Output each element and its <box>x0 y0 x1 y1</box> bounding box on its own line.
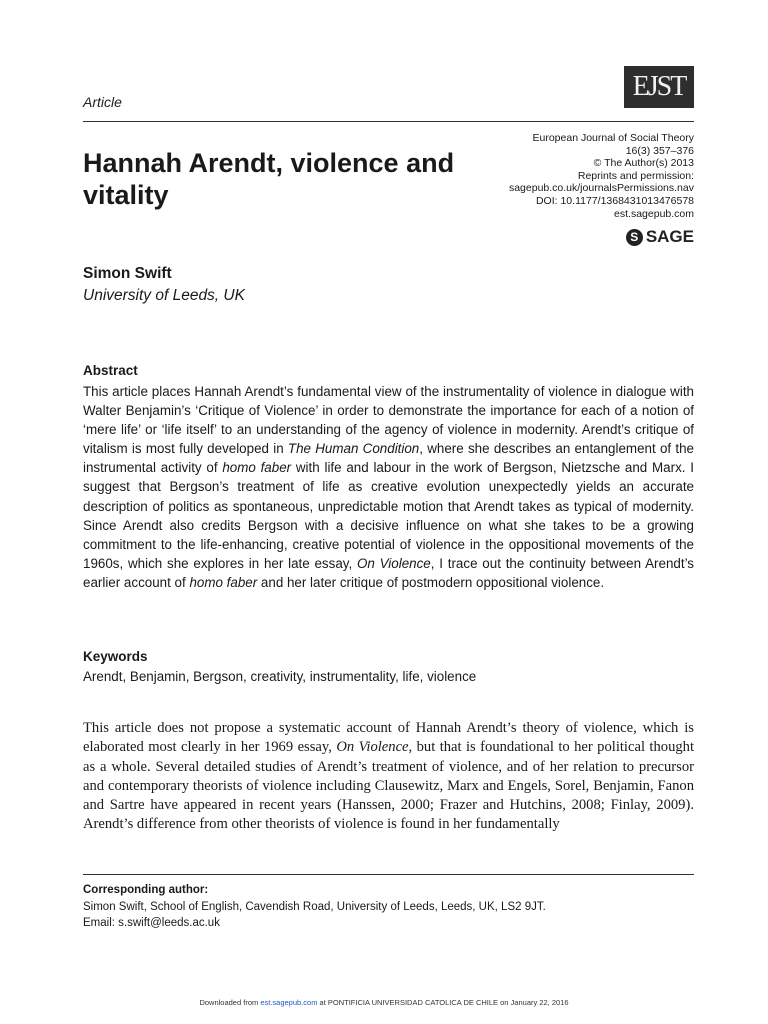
abstract-text-part: with life and labour in the work of Bergson, Nietzsche and Marx. I suggest that Bergson’s treatment of life as creative evolution unexpectedly yields an accurate description of politics as spontaneous, unpredictable motion that Arendt takes as typical of modernity. Since Arendt also credits Bergson with a decisive influence on what she takes to be a growing commitment to the life-enhancing, creative potential of violence in the oppositional movements of the 1960s, which she explores in her late essay, <box>83 460 694 571</box>
abstract-text-part: , where she describes an entanglement of the instrumental activity of <box>83 441 694 476</box>
abstract-text <box>83 382 694 592</box>
article-title: Hannah Arendt, violence and vitality <box>83 148 455 210</box>
sage-logo <box>626 227 694 247</box>
abstract-italic-title: On Violence <box>356 555 431 571</box>
abstract-text-part: , I trace out the continuity between Arendt’s earlier account of <box>83 555 694 590</box>
author-affiliation: University of Leeds, UK <box>83 287 245 304</box>
journal-logo: EJST <box>624 66 694 108</box>
footnote-divider <box>83 874 694 875</box>
header-divider <box>83 121 694 122</box>
download-notice-prefix: Downloaded from <box>199 998 261 1007</box>
sage-logo-text: SAGE <box>645 227 694 246</box>
abstract-italic-term: homo faber <box>189 574 258 590</box>
reprints-label: Reprints and permission: <box>577 169 694 182</box>
download-notice <box>0 998 768 1007</box>
article-type-label: Article <box>83 94 122 110</box>
permissions-link[interactable]: sagepub.co.uk/journalsPermissions.nav <box>508 182 694 195</box>
sage-mark-icon <box>626 229 643 246</box>
corresponding-author-heading: Corresponding author: <box>83 884 209 896</box>
abstract-heading: Abstract <box>83 363 138 378</box>
abstract-text-part: and her later critique of postmodern oppositional violence. <box>257 574 605 590</box>
journal-volume: 16(3) 357–376 <box>625 144 694 157</box>
author-name: Simon Swift <box>83 265 172 282</box>
journal-metadata <box>434 132 694 220</box>
keywords-heading: Keywords <box>83 649 148 664</box>
abstract-text-part: This article places Hannah Arendt’s fundamental view of the instrumentality of violence in dialogue with Walter Benjamin’s ‘Critique of Violence’ in order to demonstrate the importance for each of a notion of ‘mere life’ or ‘life itself’ to an understanding of the agency of violence in modernity. Arendt’s critique of vitalism is most fully developed in <box>83 384 694 457</box>
body-text-part: , but that is foundational to her political thought as a whole. Several detailed studies of Arendt’s treatment of violence, and of her relation to precursor and contemporary theorists of violence including Clausewitz, Marx and Engels, Sorel, Benjamin, Fanon and Sartre have appeared in recent years (Hanssen, 2000; Frazer and Hutchins, 2008; Finlay, 2009). Arendt’s difference from other theorists of violence is found in her fundamentally <box>83 739 695 833</box>
journal-name: European Journal of Social Theory <box>532 132 694 144</box>
download-source-link[interactable]: est.sagepub.com <box>260 998 318 1007</box>
corresponding-author-address: Simon Swift, School of English, Cavendish Road, University of Leeds, Leeds, UK, LS2 9JT. <box>83 901 546 913</box>
abstract-italic-term: homo faber <box>222 460 292 476</box>
corresponding-author-email[interactable]: Email: s.swift@leeds.ac.uk <box>83 917 220 929</box>
body-italic-title: On Violence <box>336 739 409 756</box>
body-text-part: This article does not propose a systematic account of Hannah Arendt’s theory of violence, which is elaborated most clearly in her 1969 essay, <box>83 720 694 756</box>
keywords-list: Arendt, Benjamin, Bergson, creativity, instrumentality, life, violence <box>83 669 477 684</box>
download-notice-suffix: at PONTIFICIA UNIVERSIDAD CATOLICA DE CHILE on January 22, 2016 <box>317 998 569 1007</box>
body-paragraph <box>83 719 694 835</box>
journal-site-link[interactable]: est.sagepub.com <box>614 207 694 220</box>
copyright-line: © The Author(s) 2013 <box>593 157 694 170</box>
doi-line[interactable]: DOI: 10.1177/1368431013476578 <box>535 194 694 207</box>
abstract-italic-title: The Human Condition <box>287 441 420 457</box>
